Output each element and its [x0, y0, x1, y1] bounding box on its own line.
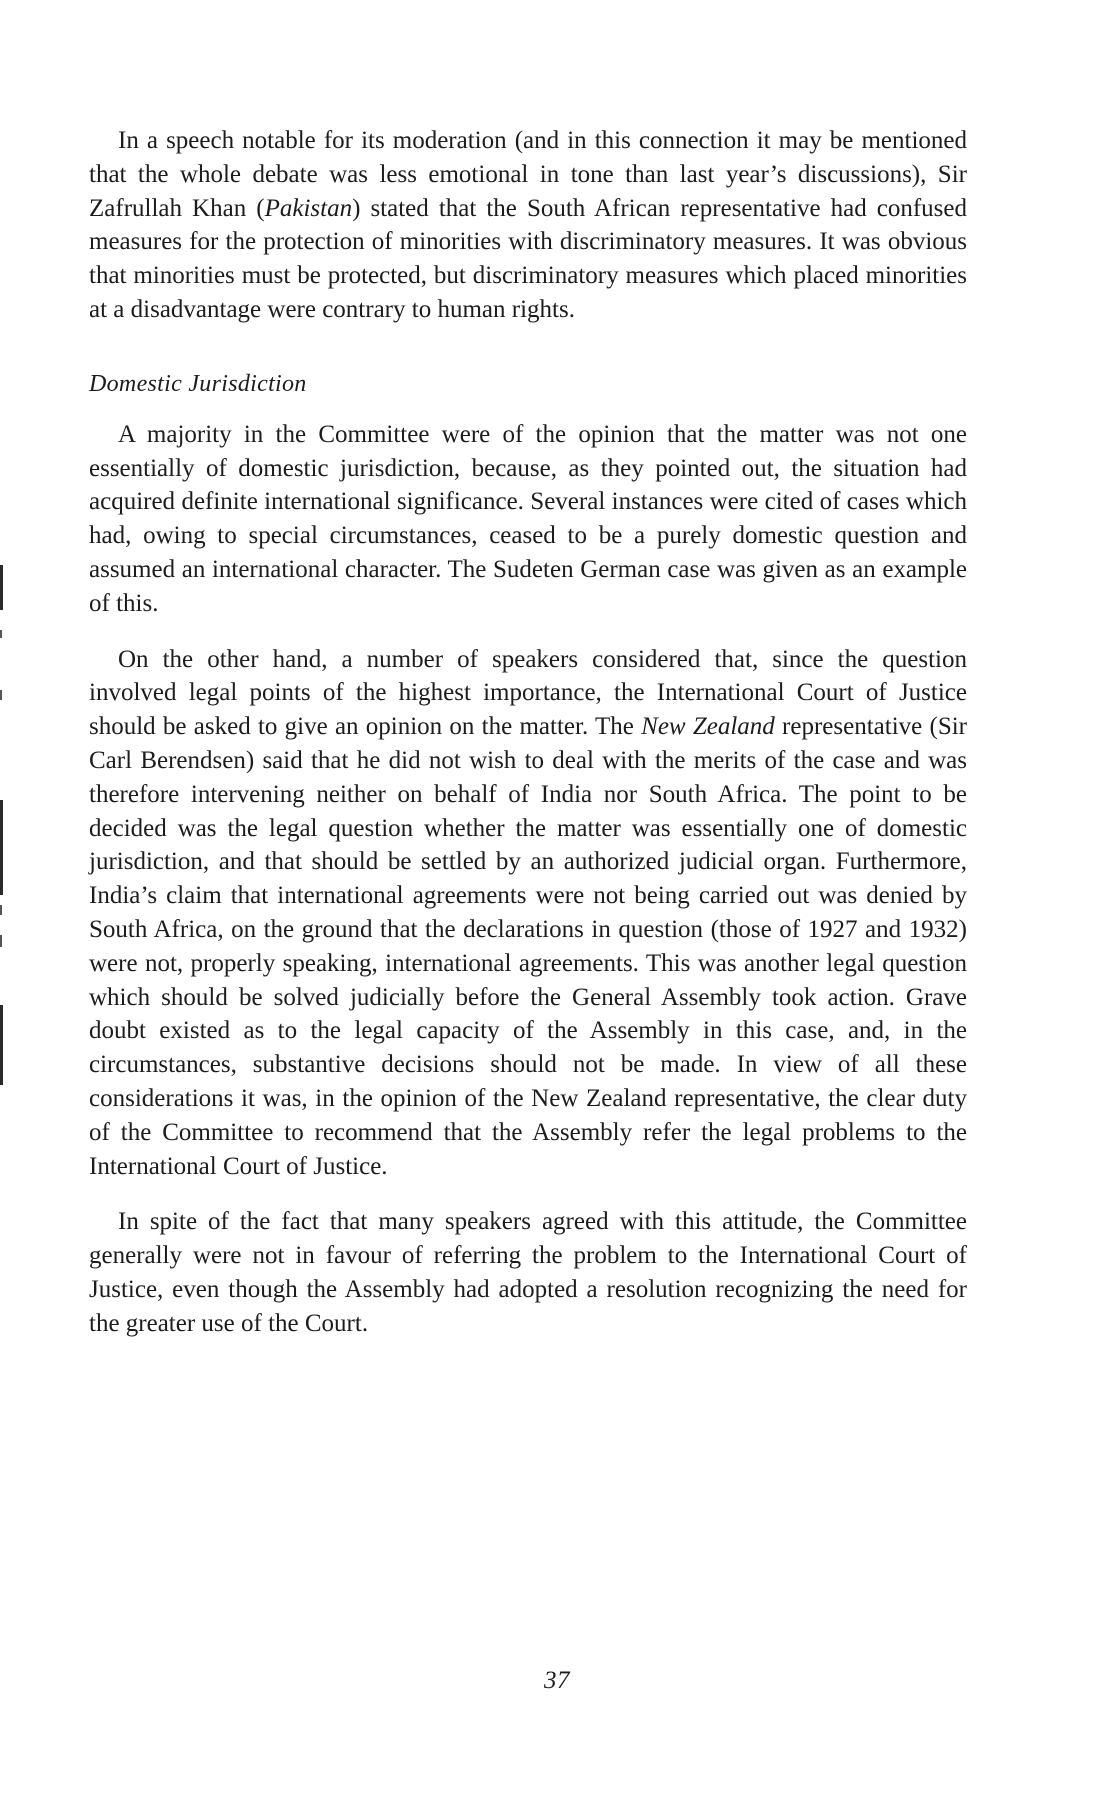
- body-paragraph: On the other hand, a number of speakers considered that, since the question involved legal points of the highest importance, the International Court of Justice should be asked to give an opinion on the matter. The New Zealand representative (Sir Carl Berendsen) said that he did not wish to deal with the merits of the case and was therefore intervening neither on behalf of India nor South Africa. The point to be decided was the legal question whether the matter was essentially one of domestic jurisdiction, and that should be settled by an authorized judicial organ. Furthermore, India’s claim that international agreements were not being carried out was denied by South Africa, on the ground that the declarations in question (those of 1927 and 1932) were not, properly speaking, international agreements. This was another legal question which should be solved judicially before the General Assembly took action. Grave doubt existed as to the legal capacity of the Assembly in this case, and, in the circumstances, substantive decisions should not be made. In view of all these considerations it was, in the opinion of the New Zealand representative, the clear duty of the Committee to recommend that the Assembly refer the legal problems to the International Court of Justice.: [89, 645, 967, 1180]
- body-paragraph: A majority in the Committee were of the opinion that the matter was not one essentially of domestic jurisdiction, because, as they pointed out, the situation had acquired definite international significance. Several instances were cited of cases which had, owing to special circumstances, ceased to be a purely domestic question and assumed an international character. The Sudeten German case was given as an example of this.: [89, 420, 967, 617]
- margin-scan-mark: [0, 1005, 3, 1085]
- body-paragraph: In a speech notable for its moderation (and in this connection it may be mentioned that the whole debate was less emotional in tone than last year’s discussions), Sir Zafrullah Khan (Pakistan) stated that the South African representative had confused measures for the protection of minorities with discriminatory measures. It was obvious that minorities must be protected, but discriminatory measures which placed minorities at a disadvantage were contrary to human rights.: [89, 127, 967, 323]
- page-content: [89, 124, 967, 1341]
- margin-scan-mark: [0, 630, 2, 638]
- body-paragraph: In spite of the fact that many speakers agreed with this attitude, the Committee generally were not in favour of referring the problem to the International Court of Justice, even though the Assembly had adopted a resolution recognizing the need for the greater use of the Court.: [89, 1208, 967, 1337]
- margin-scan-mark: [0, 690, 2, 700]
- section-heading: Domestic Jurisdiction: [89, 370, 307, 397]
- margin-scan-mark: [0, 905, 2, 915]
- margin-scan-mark: [0, 800, 3, 895]
- page-number: 37: [544, 1667, 570, 1694]
- margin-scan-mark: [0, 565, 3, 610]
- margin-scan-mark: [0, 935, 2, 947]
